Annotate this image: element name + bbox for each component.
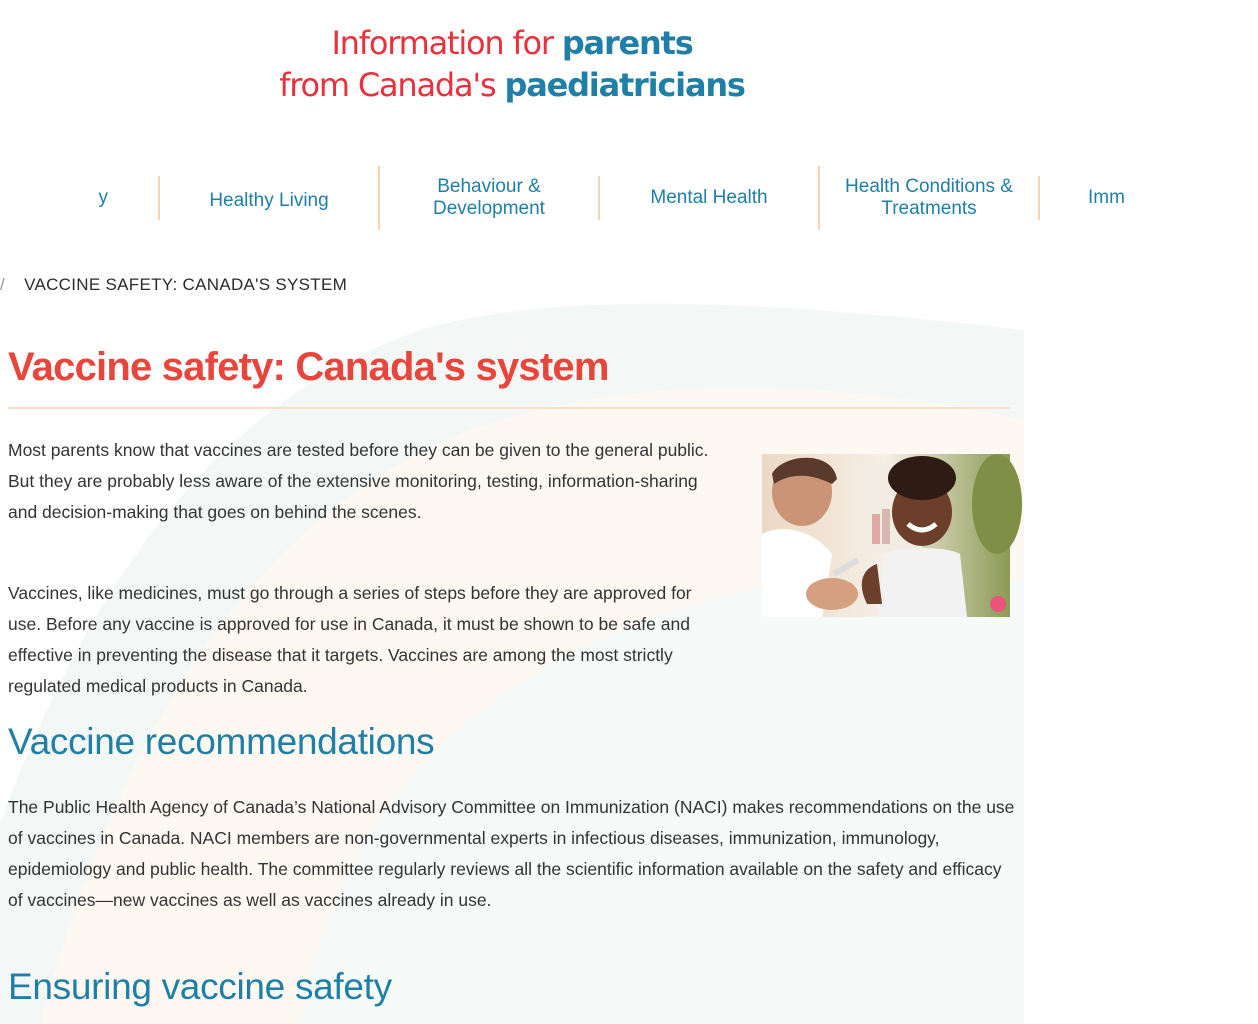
nav-item-healthy-living[interactable]: Healthy Living — [209, 190, 329, 211]
tagline-text: Information for — [331, 24, 553, 62]
breadcrumb-current: VACCINE SAFETY: CANADA'S SYSTEM — [24, 275, 348, 294]
nav-item-immunization-truncated[interactable]: Imm — [1088, 187, 1125, 208]
doctor-vaccinating-smiling-child-photo — [762, 454, 1010, 617]
nav-item-truncated-left[interactable]: y — [98, 187, 108, 208]
breadcrumb-separator: / — [0, 275, 6, 294]
nav-item-mental-health[interactable]: Mental Health — [650, 187, 768, 208]
tagline-emphasis: paediatricians — [504, 66, 745, 104]
intro-paragraph-1: Most parents know that vaccines are tested before they can be given to the general public. But they are probably less aware of the extensive monitoring, testing, information-sharing and decision-making that goes on behind the scenes. — [8, 440, 709, 522]
section-heading-ensuring-vaccine-safety: Ensuring vaccine safety — [8, 966, 392, 1007]
intro-paragraph-2: Vaccines, like medicines, must go through a series of steps before they are approved for use. Before any vaccine is approved for use in Canada, it must be shown to be safe and effective in preventing the disease that it targets. Vaccines are among the most strictly regulated medical products in Canada. — [8, 583, 692, 696]
nav-item-behaviour-development[interactable]: Behaviour & Development — [433, 176, 545, 219]
article-photo — [762, 454, 1010, 617]
main-navigation — [0, 163, 1258, 233]
breadcrumb — [0, 275, 347, 295]
tagline-line-2 — [0, 64, 1024, 106]
title-divider — [8, 407, 1010, 409]
section-heading-vaccine-recommendations: Vaccine recommendations — [8, 721, 435, 762]
nav-item-health-conditions[interactable]: Health Conditions & Treatments — [845, 176, 1013, 219]
site-tagline — [0, 22, 1024, 106]
section-paragraph-recommendations: The Public Health Agency of Canada’s National Advisory Committee on Immunization (NACI) makes recommendations on the use of vaccines in Canada. NACI members are non-governmental experts in infectious diseases, immunization, immunology, epidemiology and public health. The committee regularly reviews all the scientific information available on the safety and efficacy of vaccines—new vaccines as well as vaccines already in use. — [8, 797, 1015, 910]
page-title: Vaccine safety: Canada's system — [8, 345, 609, 389]
tagline-line-1 — [0, 22, 1024, 64]
tagline-emphasis: parents — [561, 24, 693, 62]
tagline-text: from Canada's — [279, 66, 496, 104]
